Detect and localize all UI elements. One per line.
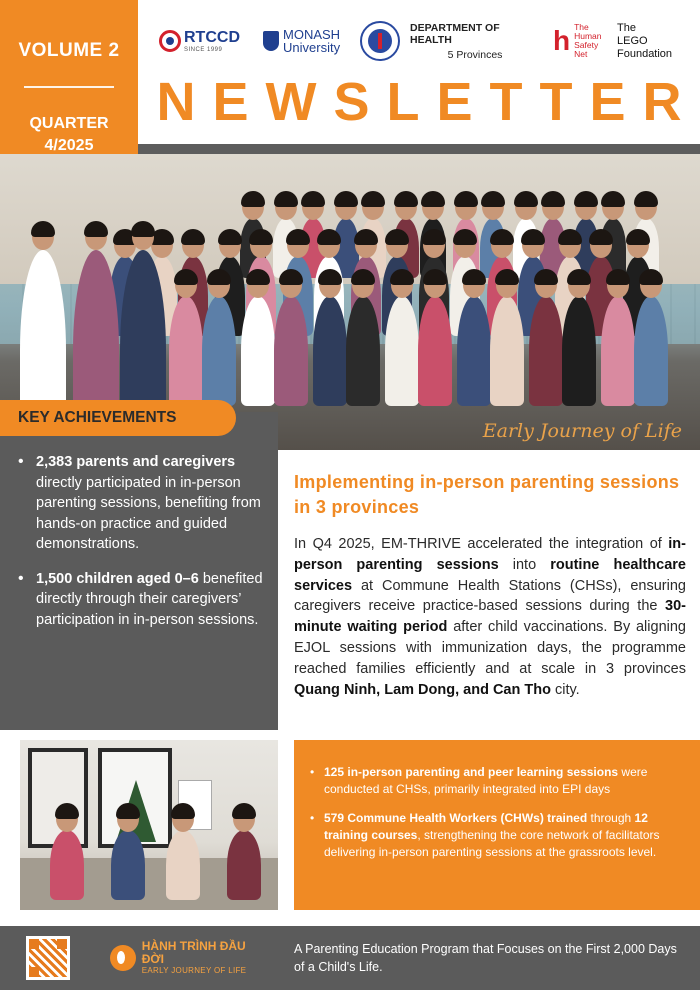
hsn-line3: Safety [574,40,599,50]
article-title: Implementing in-person parenting sessions in 3 provinces [294,472,680,517]
article-highlight: routine healthcare services [294,556,686,594]
achievement-item [18,569,268,631]
lego-line1: The [617,21,636,34]
person-figure [241,296,275,406]
rtccd-name: RTCCD [184,29,240,46]
stat-text: , strengthening the core network of facilitators delivering in-person parenting sessions at the grassroots level. [324,828,660,859]
volume-label: VOLUME 2 [18,40,120,61]
footer-tagline: A Parenting Education Program that Focuses on the First 2,000 Days of a Child's Life. [294,942,677,974]
article-text: into [498,556,551,573]
stats-list [310,764,690,873]
hsn-wordmark [574,23,601,59]
achievement-item [18,452,268,555]
key-achievements-heading: KEY ACHIEVEMENTS [0,400,236,436]
monash-wordmark [283,28,340,54]
stat-item [310,810,690,861]
person-figure [111,830,145,900]
rtccd-wordmark [184,29,240,53]
key-achievements-list [18,452,268,644]
monash-line2: University [283,40,341,55]
hsn-mark-icon: h [553,25,571,56]
stat-highlight: 579 Commune Health Workers (CHWs) trained [324,811,588,825]
lego-foundation-logo [617,18,672,64]
brand-english: EARLY JOURNEY OF LIFE [141,966,247,975]
person-figure [313,296,347,406]
person-figure [490,296,524,406]
lego-line2: LEGO [617,34,648,47]
qr-code-pattern [29,939,67,977]
person-figure [418,296,452,406]
person-figure [562,296,596,406]
partner-logos [155,18,695,64]
lego-wordmark [617,22,672,61]
article-text: In Q4 2025, EM-THRIVE accelerated the integration of [294,536,669,552]
quarter-line2: 4/2025 [44,137,94,154]
quarter-line1: QUARTER [29,115,109,132]
person-figure [601,296,635,406]
person-hair [232,803,256,819]
hero-caption: Early Journey of Life [482,420,682,442]
hsn-line2: Human [574,31,602,41]
doh-line2: 5 Provinces [447,48,503,61]
article-text: after child vaccinations. By aligning EJOL sessions with immunization days, the programme reached families efficiently and at scale in 3 provinces [294,619,686,677]
session-photo [20,740,278,910]
hsn-line1: The [574,22,589,32]
monash-line1: MONASH [283,27,341,42]
achievement-highlight: 1,500 children aged 0–6 [36,570,199,587]
volume-divider [24,86,114,88]
person-figure [227,830,261,900]
monash-logo [263,18,340,64]
lego-line3: Foundation [617,47,673,60]
department-of-health-label [410,18,540,64]
quarter-label [0,113,138,157]
person-figure [166,830,200,900]
rtccd-logo [159,18,240,64]
achievement-text: directly participated in in-person parenting sessions, benefiting from hands-on practice and guided demonstrations. [36,474,261,552]
ministry-of-health-logo [360,18,400,64]
article-highlight: Quang Ninh, Lam Dong, and Can Tho [294,681,551,698]
ejol-wordmark [142,940,270,976]
person-figure [634,296,668,406]
person-figure [50,830,84,900]
person-figure [346,296,380,406]
stat-text: were conducted at CHSs, primarily integrated into EPI days [324,765,648,796]
hsn-line4: Net [574,49,588,59]
person-figure [385,296,419,406]
footprint-icon [110,945,136,971]
stat-text: through [587,811,635,825]
rtccd-since: SINCE 1999 [184,47,223,53]
article-highlight: in-person parenting sessions [294,536,686,573]
stat-item [310,764,690,798]
brand-vietnamese: HÀNH TRÌNH ĐẦU ĐỜI [141,939,246,966]
stat-highlight: 12 training courses [324,811,648,842]
photo-window-left [28,748,88,848]
article-text: at Commune Health Stations (CHSs), ensuring caregivers receive practice-based sessions during the [294,577,686,615]
monash-shield-icon [263,31,279,51]
achievement-text: benefited directly through their caregivers’ participation in in-person sessions. [36,570,263,628]
person-figure [169,296,203,406]
person-figure [202,296,236,406]
newsletter-title: NEWSLETTER [156,72,699,132]
stat-highlight: 125 in-person parenting and peer learning sessions [324,765,619,779]
person-figure [529,296,563,406]
qr-code-icon[interactable] [26,936,70,980]
human-safety-net-logo [553,18,602,64]
ministry-seal-icon [360,21,400,61]
title-underline-band [138,144,700,154]
stats-box [294,740,700,910]
article-highlight: 30-minute waiting period [294,598,686,636]
article-text: city. [550,681,580,698]
rtccd-mark-icon [159,30,181,52]
article-body [294,534,686,700]
person-figure [274,296,308,406]
ejol-brand-logo [110,940,270,976]
doh-line1: DEPARTMENT OF HEALTH [410,21,500,46]
achievement-highlight: 2,383 parents and caregivers [36,454,236,470]
person-figure [457,296,491,406]
